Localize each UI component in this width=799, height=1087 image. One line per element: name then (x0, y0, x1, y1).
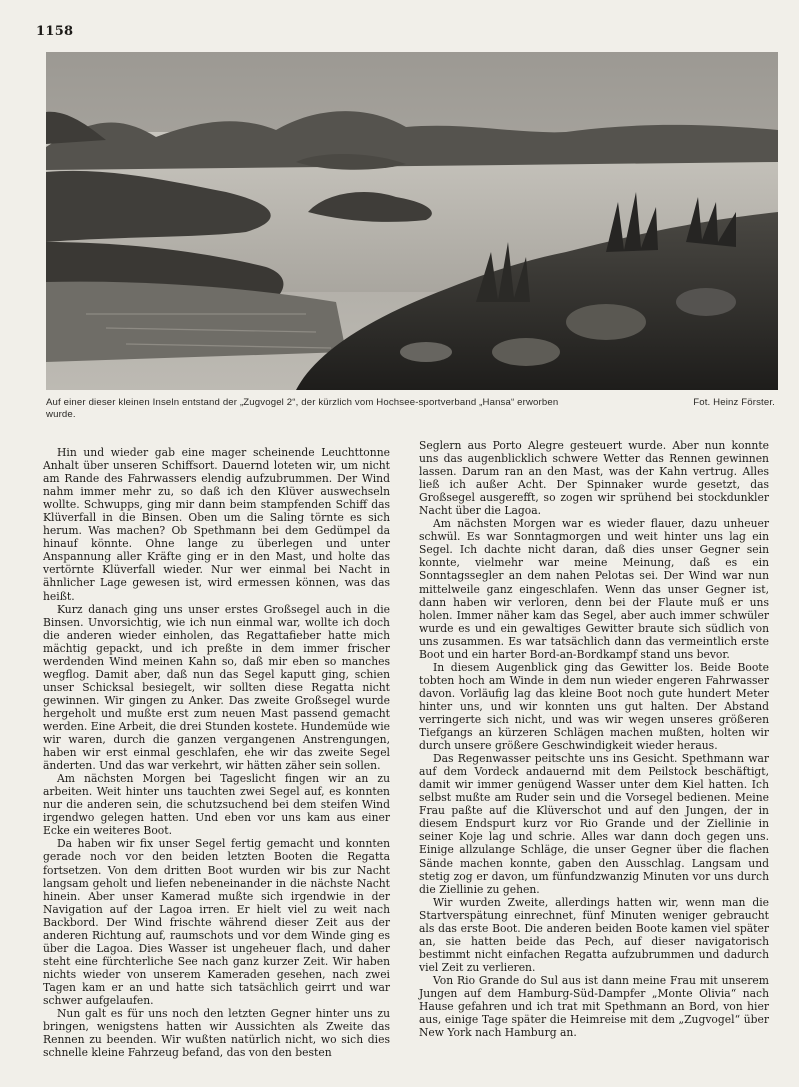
paragraph: Wir wurden Zweite, allerdings hatten wir, wenn man die Startverspätung einrechnet, fünf Minuten weniger gebraucht als das erste Boot. Die anderen beiden Boote kamen viel später an, sie hatten beide das Pech, auf dieser navigatorisch bestimmt nicht einfachen Regatta aufzubrummen und dadurch viel Zeit zu verlieren. (419, 895, 769, 974)
paragraph: In diesem Augenblick ging das Gewitter los. Beide Boote tobten hoch am Winde in dem nun wieder engeren Fahrwasser davon. Vorläufig lag das kleine Boot noch gute hundert Meter hinter uns, und wir konnten uns gut halten. Der Abstand verringerte sich nicht, und was wir wegen unseres größeren Tiefgangs an kürzeren Schlägen machen mußten, holten wir durch unsere größere Geschwindigkeit wieder heraus. (419, 660, 769, 753)
page-number: 1158 (36, 24, 74, 39)
paragraph: Von Rio Grande do Sul aus ist dann meine Frau mit unserem Jungen auf dem Hamburg-Süd-Dampfer „Monte Olivia“ nach Hause gefahren und ich trat mit Spethmann an Bord, von hier aus, einige Tage später die Heimreise mit dem „Zugvogel“ über New York nach Hamburg an. (419, 973, 769, 1040)
paragraph: Hin und wieder gab eine mager scheinende Leuchttonne Anhalt über unseren Schiffsort. Dauernd loteten wir, um nicht am Rande des Fahrwassers elendig aufzubrummen. Der Wind nahm immer mehr zu, so daß ich den Klüver auswechseln wollte. Schwupps, ging mir dann beim stampfenden Schiff das Klüverfall in die Binsen. Oben um die Saling törnte es sich herum. Was machen? Ob Spethmann bei dem Gedümpel da hinauf könnte. Ohne lange zu überlegen und unter Anspannung aller Kräfte ging er in den Mast, und holte das vertörnte Klüverfall wieder. Nur wer einmal bei Nacht in ähnlicher Lage gewesen ist, wird ermessen können, was das heißt. (43, 446, 390, 603)
lagoon-landscape-image (46, 52, 778, 390)
paragraph: Am nächsten Morgen bei Tageslicht fingen wir an zu arbeiten. Weit hinter uns tauchten zwei Segel auf, es konnten nur die anderen sein, die schutzsuchend bei dem steifen Wind irgendwo gelegen hatten. Und eben vor uns kam aus einer Ecke ein weiteres Boot. (43, 772, 390, 838)
paragraph: Nun galt es für uns noch den letzten Gegner hinter uns zu bringen, wenigstens hatten wir Aussichten als Zweite das Rennen zu beenden. Wir wußten natürlich nicht, wo sich dies schnelle kleine Fahrzeug befand, das von den besten (43, 1007, 390, 1060)
photo-credit: Fot. Heinz Förster. (693, 397, 775, 408)
article-left-column (43, 446, 390, 1059)
article-right-column (419, 439, 769, 1039)
paragraph: Seglern aus Porto Alegre gesteuert wurde. Aber nun konnte uns das augenblicklich schwere Wetter das Rennen gewinnen lassen. Darum ran an den Mast, was der Kahn vertrug. Alles ließ ich außer Acht. Der Spinnaker wurde gesetzt, das Großsegel ausgerefft, so zogen wir sprühend bei stockdunkler Nacht über die Lagoa. (419, 439, 769, 518)
paragraph: Am nächsten Morgen war es wieder flauer, dazu unheuer schwül. Es war Sonntagmorgen und weit hinter uns lag ein Segel. Ich dachte nicht daran, daß dies unser Gegner sein konnte, vielmehr war meine Meinung, daß es ein Sonntagssegler an dem nahen Pelotas sei. Der Wind war nun mittelweile ganz eingeschlafen. Wenn das unser Gegner ist, dann haben wir verloren, denn bei der Flaute muß er uns holen. Immer näher kam das Segel, aber auch immer schwüler wurde es und ein gewaltiges Gewitter braute sich südlich von uns zusammen. Es war tatsächlich dann das vermeintlich erste Boot und ein harter Bord-an-Bordkampf stand uns bevor. (419, 517, 769, 661)
photo-caption: Auf einer dieser kleinen Inseln entstand der „Zugvogel 2“, der kürzlich vom Hochsee-sportverband „Hansa“ erworben wurde. (46, 397, 559, 420)
paragraph: Kurz danach ging uns unser erstes Großsegel auch in die Binsen. Unvorsichtig, wie ich nun einmal war, wollte ich doch die anderen wieder einholen, das Regattafieber hatte mich mächtig gepackt, und ich preßte in dem immer frischer werdenden Wind meinen Kahn so, daß mir eben so manches wegflog. Damit aber, daß nun das Segel kaputt ging, schien unser Schicksal besiegelt, wir sollten diese Regatta nicht gewinnen. Wir gingen zu Anker. Das zweite Großsegel wurde hergeholt und mußte erst zum neuen Mast passend gemacht werden. Eine Arbeit, die drei Stunden kostete. Hundemüde wie wir waren, durch die ganzen vergangenen Anstrengungen, haben wir erst einmal geschlafen, ehe wir das zweite Segel änderten. Und das war verkehrt, wir hätten zäher sein sollen. (43, 602, 390, 773)
landscape-photo (46, 52, 778, 390)
paragraph: Das Regenwasser peitschte uns ins Gesicht. Spethmann war auf dem Vordeck andauernd mit dem Peilstock beschäftigt, damit wir immer genügend Wasser unter dem Kiel hatten. Ich selbst mußte am Ruder sein und die Vorsegel bedienen. Meine Frau paßte auf die Klüverschot und auf den Jungen, der in diesem Endspurt kurz vor Rio Grande und der Ziellinie in seiner Koje lag und schrie. Alles war dann doch gegen uns. Einige allzulange Schläge, die unser Gegner über die flachen Sände machen konnte, gaben den Ausschlag. Langsam und stetig zog er davon, um fünfundzwanzig Minuten vor uns durch die Ziellinie zu gehen. (419, 752, 769, 896)
paragraph: Da haben wir fix unser Segel fertig gemacht und konnten gerade noch vor den beiden letzten Booten die Regatta fortsetzen. Von dem dritten Boot wurden wir bis zur Nacht langsam geholt und liefen nebeneinander in die nächste Nacht hinein. Aber unser Kamerad mußte sich irgendwie in der Navigation auf der Lagoa irren. Er hielt viel zu weit nach Backbord. Der Wind frischte während dieser Zeit aus der anderen Richtung auf, raumschots und vor dem Winde ging es über die Lagoa. Dies Wasser ist ungeheuer flach, und daher steht eine fürchterliche See nach ganz kurzer Zeit. Wir haben nichts wieder von unserem Kameraden gesehen, nach zwei Tagen kam er an und hatte sich tatsächlich geirrt und war schwer aufgelaufen. (43, 837, 390, 1007)
